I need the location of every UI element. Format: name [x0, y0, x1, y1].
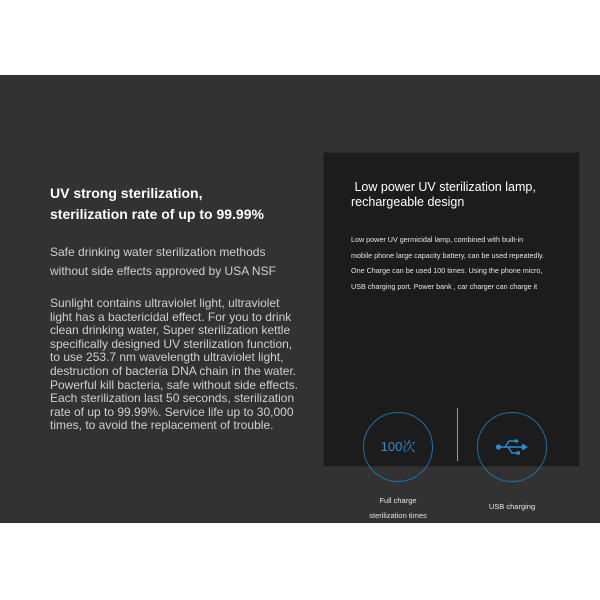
body-line: Powerful kill bacteria, safe without side effects. — [50, 377, 298, 392]
card-desc-line: One Charge can be used 100 times. Using the phone micro, — [351, 266, 543, 276]
body-line: Each sterilization last 50 seconds, sterilization — [50, 391, 295, 406]
card-title-line: Low power UV sterilization lamp, — [351, 180, 536, 194]
sterilization-count: 100次 — [380, 439, 416, 454]
card-title — [351, 180, 576, 210]
sterilization-heading — [50, 183, 300, 225]
usb-charging-label: USB charging — [488, 502, 536, 511]
uv-lamp-card — [323, 152, 580, 520]
safety-subheading — [50, 243, 290, 281]
body-line: clean drinking water, Super sterilization kettle — [50, 323, 291, 338]
sterilization-count-label — [348, 493, 448, 523]
card-title-line: rechargeable design — [351, 195, 465, 209]
usb-icon — [495, 437, 529, 457]
body-line: specifically designed UV sterilization function, — [50, 336, 293, 351]
usb-charging-circle — [477, 412, 547, 482]
body-line: destruction of bacteria DNA chain in the water. — [50, 363, 297, 378]
card-description — [351, 232, 576, 294]
body-line: Sunlight contains ultraviolet light, ultraviolet — [50, 296, 280, 310]
sub-line: Safe drinking water sterilization methods — [50, 245, 266, 259]
body-line: rate of up to 99.99%. Service life up to 30,000 — [50, 404, 294, 419]
body-line: to use 253.7 nm wavelength ultraviolet light, — [50, 350, 284, 365]
body-line: times, to avoid the replacement of trouble. — [50, 418, 274, 433]
divider — [457, 408, 458, 461]
heading-line: UV strong sterilization, — [50, 185, 203, 201]
sterilization-count-circle — [363, 412, 433, 482]
body-line: light has a bactericidal effect. For you to drink — [50, 309, 292, 324]
dark-background-panel — [0, 75, 600, 523]
sterilization-description — [50, 296, 298, 433]
count-label-line: Full charge — [379, 496, 417, 505]
sub-line: without side effects approved by USA NSF — [50, 264, 276, 278]
card-desc-line: mobile phone large capacity battery, can be used repeatedly. — [351, 250, 545, 260]
count-label-line: sterilization times — [369, 511, 427, 520]
card-desc-line: USB charging port. Power bank , car charger can charge it — [351, 281, 538, 291]
card-desc-line: Low power UV germicidal lamp, combined with built-in — [351, 235, 524, 244]
heading-line: sterilization rate of up to 99.99% — [50, 206, 264, 222]
